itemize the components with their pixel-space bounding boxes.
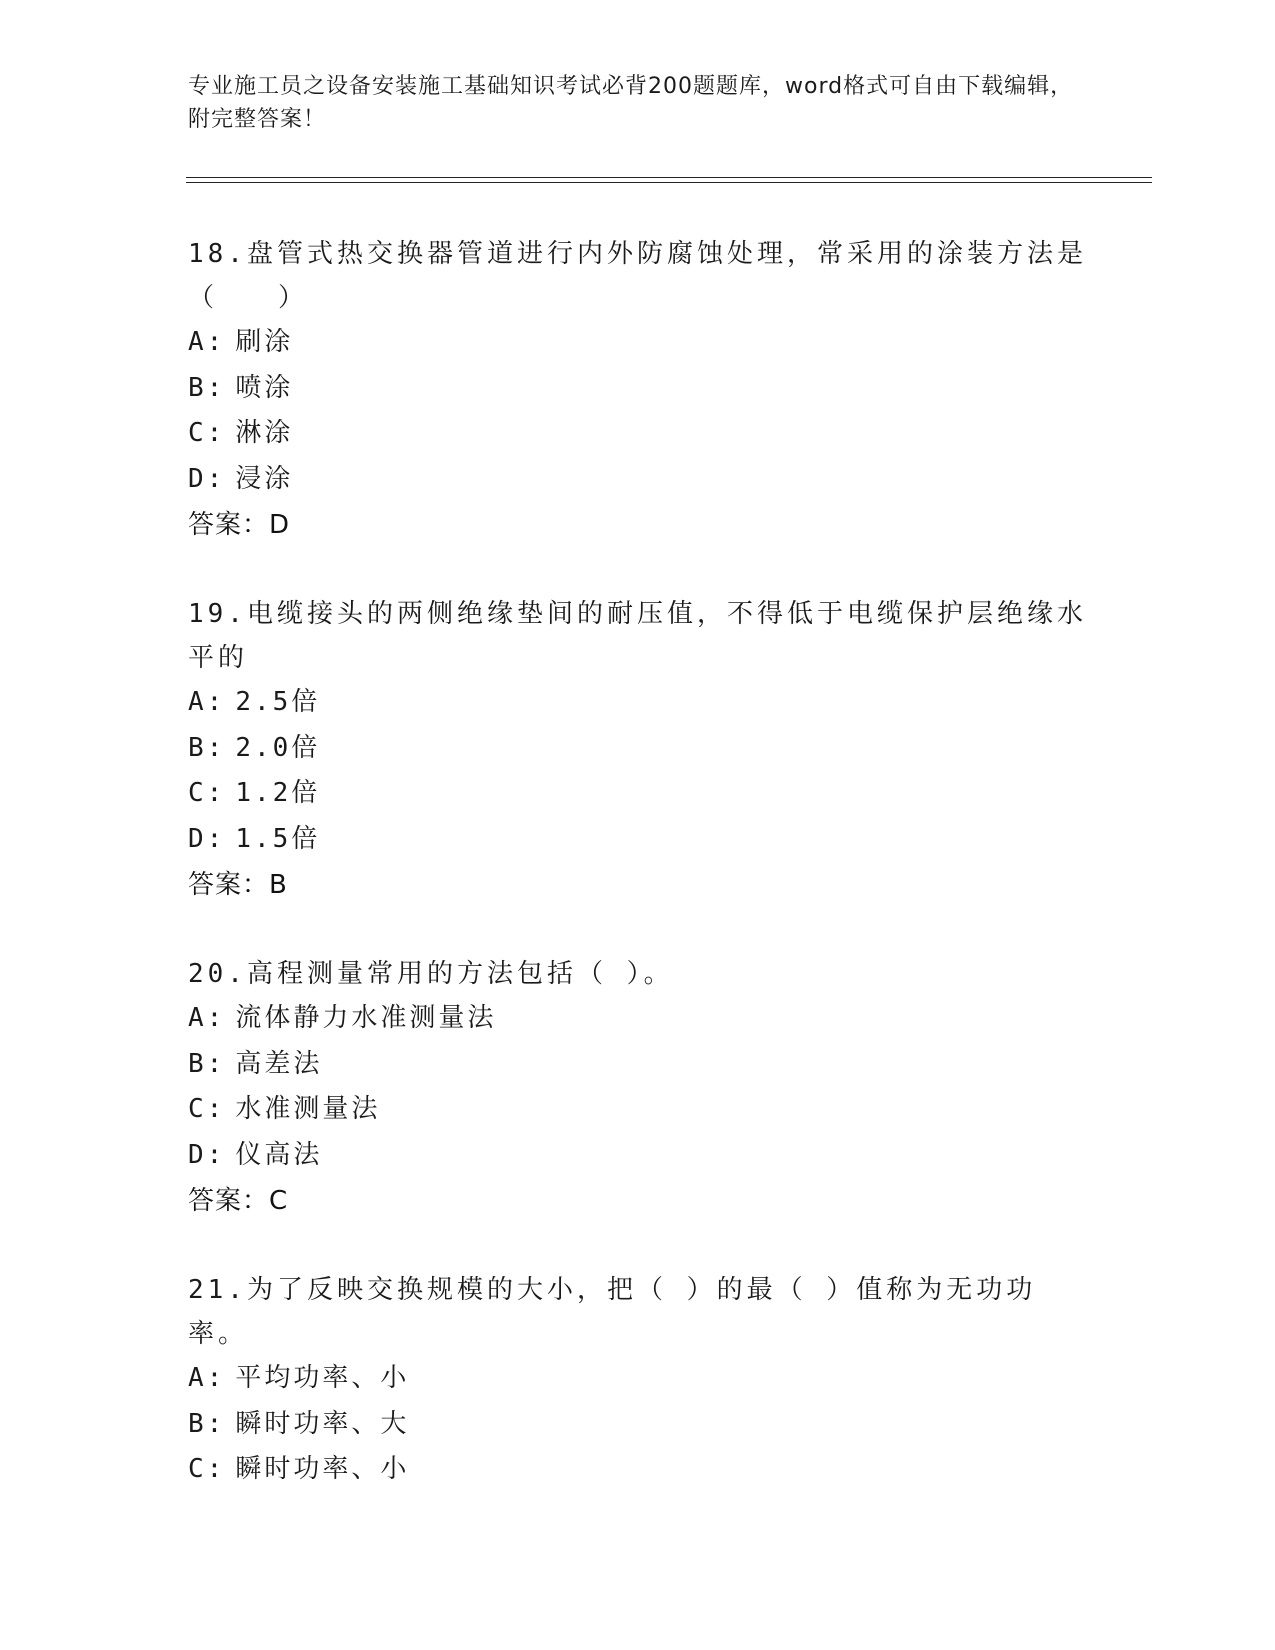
option-c: C: 1.2倍 (188, 778, 321, 808)
option-key: D (188, 823, 207, 854)
question-list (188, 232, 1088, 1537)
answer-line: 答案：B (188, 870, 288, 900)
option-c: C: 瞬时功率、小 (188, 1454, 410, 1484)
option-a: A: 2.5倍 (188, 687, 321, 717)
question-text: 20.高程测量常用的方法包括（ ）。 (188, 959, 674, 989)
option-key: D (188, 1139, 207, 1170)
question-text: 18.盘管式热交换器管道进行内外防腐蚀处理，常采用的涂装方法是（ ） (188, 239, 1087, 313)
option-key: A (188, 1003, 207, 1033)
question-text: 19.电缆接头的两侧绝缘垫间的耐压值，不得低于电缆保护层绝缘水平的 (188, 599, 1087, 673)
option-b: B: 高差法 (188, 1048, 323, 1079)
option-key: B (188, 1048, 207, 1079)
option-text: 浸涂 (235, 463, 294, 494)
option-text: 水准测量法 (235, 1094, 381, 1124)
option-text: 瞬时功率、小 (235, 1454, 410, 1484)
question-text: 21.为了反映交换规模的大小，把（ ）的最（ ）值称为无功功率。 (188, 1275, 1037, 1349)
header-rule-top (186, 177, 1152, 178)
option-text: 淋涂 (235, 418, 294, 448)
answer-line: 答案：D (188, 510, 291, 540)
question-19 (188, 592, 1088, 908)
option-b: B: 瞬时功率、大 (188, 1408, 410, 1439)
option-key: C (188, 418, 207, 448)
option-c: C: 淋涂 (188, 418, 294, 448)
option-text: 瞬时功率、大 (235, 1408, 410, 1439)
question-20 (188, 952, 1088, 1224)
option-text: 2.0倍 (235, 732, 321, 763)
option-b: B: 2.0倍 (188, 732, 321, 763)
answer-line: 答案：C (188, 1186, 289, 1216)
option-a: A: 刷涂 (188, 327, 294, 357)
option-key: C (188, 1454, 207, 1484)
option-key: C (188, 1094, 207, 1124)
option-text: 平均功率、小 (235, 1363, 410, 1393)
question-18 (188, 232, 1088, 548)
header-rule-bottom (186, 182, 1152, 183)
option-a: A: 流体静力水准测量法 (188, 1003, 497, 1033)
option-key: A (188, 327, 207, 357)
option-key: A (188, 687, 207, 717)
option-key: B (188, 372, 207, 403)
option-text: 喷涂 (235, 372, 294, 403)
option-text: 高差法 (235, 1048, 323, 1079)
option-a: A: 平均功率、小 (188, 1363, 410, 1393)
option-text: 仪高法 (235, 1139, 323, 1170)
option-key: C (188, 778, 207, 808)
option-key: D (188, 463, 207, 494)
question-21 (188, 1268, 1088, 1493)
option-d: D: 仪高法 (188, 1139, 323, 1170)
document-header: 专业施工员之设备安装施工基础知识考试必背200题题库，word格式可自由下载编辑，附完整答案！ (188, 74, 1074, 132)
option-d: D: 1.5倍 (188, 823, 321, 854)
option-b: B: 喷涂 (188, 372, 294, 403)
option-text: 2.5倍 (235, 687, 321, 717)
option-d: D: 浸涂 (188, 463, 294, 494)
option-text: 刷涂 (235, 327, 294, 357)
option-c: C: 水准测量法 (188, 1094, 381, 1124)
option-key: B (188, 1408, 207, 1439)
option-key: B (188, 732, 207, 763)
option-text: 1.5倍 (235, 823, 321, 854)
option-text: 流体静力水准测量法 (235, 1003, 497, 1033)
option-key: A (188, 1363, 207, 1393)
option-text: 1.2倍 (235, 778, 321, 808)
